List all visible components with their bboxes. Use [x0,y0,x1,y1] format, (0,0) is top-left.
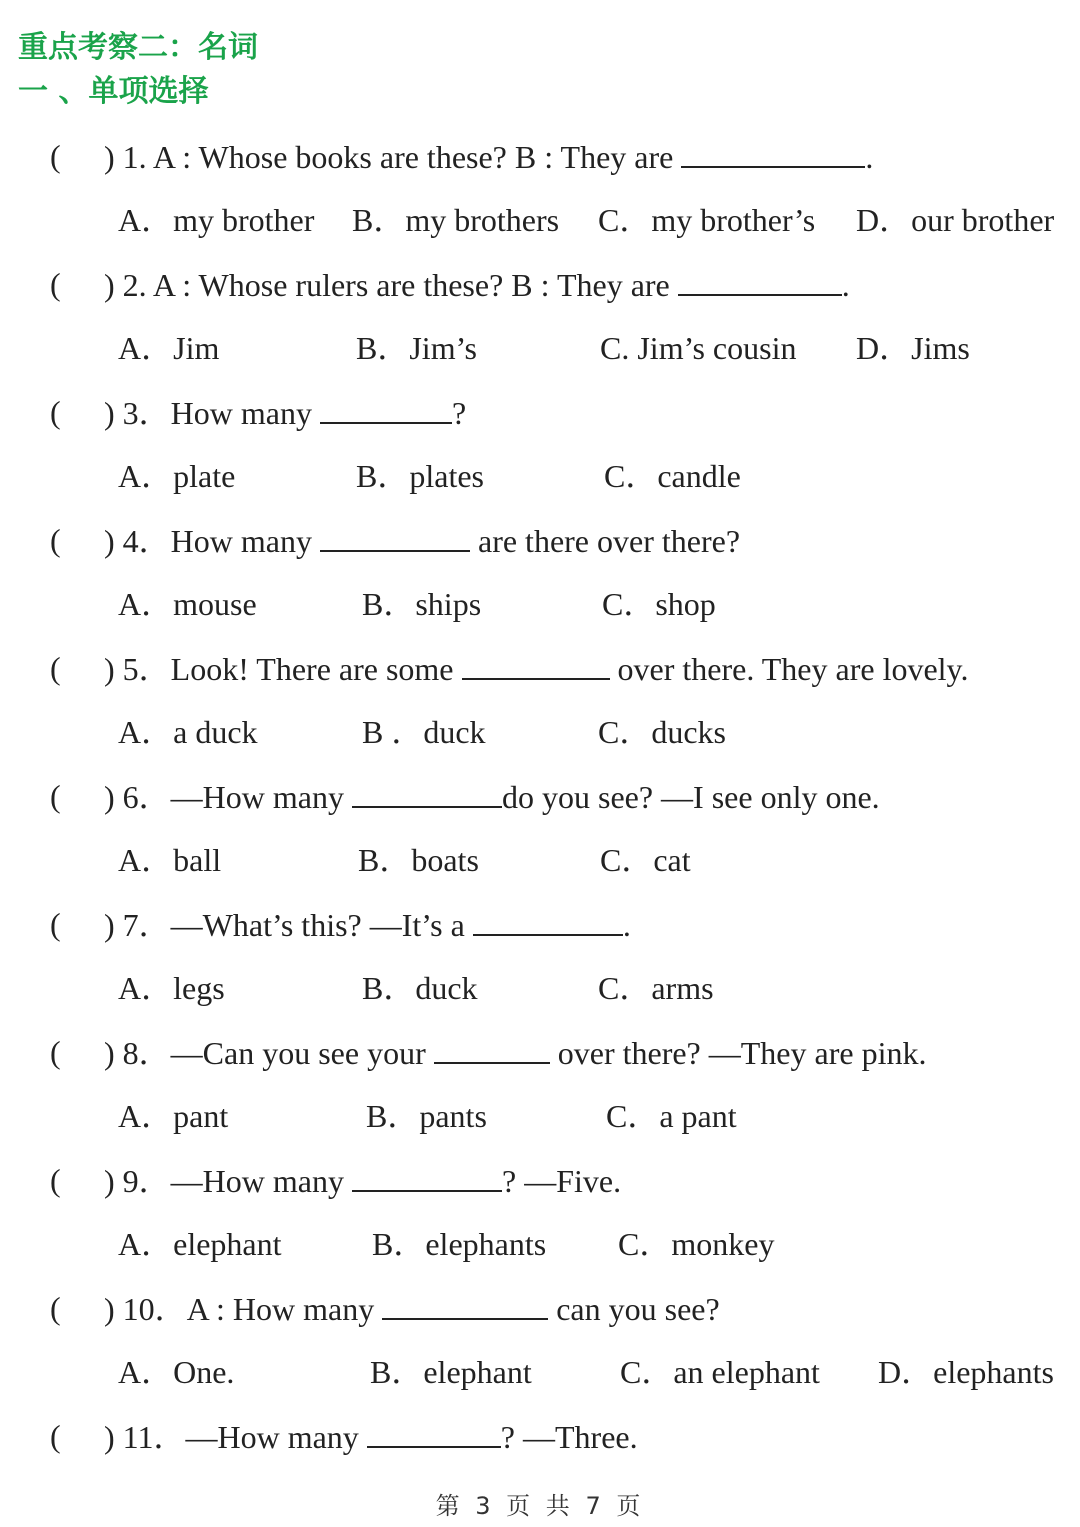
options-2 [0,328,1080,368]
question-stem-end: . [841,267,850,303]
question-stem-end: over there? —They are pink. [557,1035,927,1071]
option-a: A．mouse [118,586,257,622]
options-1 [0,200,1080,240]
option-c: C．monkey [618,1226,775,1262]
option-a: A．plate [118,458,236,494]
answer-paren: ( [50,778,61,814]
answer-blank [320,392,452,424]
question-7 [0,904,1080,944]
option-a: A．a duck [118,714,258,750]
question-stem: ) 10．A : How many [104,1291,375,1327]
answer-paren: ( [50,1034,61,1070]
options-10 [0,1352,1080,1392]
option-a: A．legs [118,970,225,1006]
options-9 [0,1224,1080,1264]
option-c: C．cat [600,842,691,878]
answer-paren: ( [50,138,61,174]
answer-paren: ( [50,1162,61,1198]
answer-paren: ( [50,1290,61,1326]
question-10 [0,1288,1080,1328]
question-stem: ) 11．—How many [104,1419,359,1455]
options-6 [0,840,1080,880]
answer-blank [367,1416,501,1448]
option-c: C．arms [598,970,714,1006]
question-stem: ) 3．How many [104,395,312,431]
option-b: B．Jim’s [356,330,477,366]
question-stem-end: over there. They are lovely. [617,651,969,687]
question-5 [0,648,1080,688]
question-stem: ) 2. A : Whose rulers are these? B : They are [104,267,670,303]
question-11 [0,1416,1080,1456]
options-7 [0,968,1080,1008]
question-stem: ) 6．—How many [104,779,344,815]
question-6 [0,776,1080,816]
question-stem: ) 5．Look! There are some [104,651,454,687]
options-8 [0,1096,1080,1136]
answer-blank [352,776,502,808]
option-a: A．elephant [118,1226,282,1262]
option-a: A．One. [118,1354,235,1390]
answer-paren: ( [50,266,61,302]
option-d: D．elephants [878,1354,1054,1390]
question-stem: ) 4．How many [104,523,312,559]
option-a: A．Jim [118,330,220,366]
question-stem-end: do you see? —I see only one. [501,779,880,815]
question-9 [0,1160,1080,1200]
option-c: C．an elephant [620,1354,820,1390]
question-3 [0,392,1080,432]
question-stem-end: ? —Five. [501,1163,622,1199]
option-b: B ．duck [362,714,486,750]
question-stem-end: . [622,907,631,943]
option-b: B．elephant [370,1354,532,1390]
question-stem: ) 1. A : Whose books are these? B : They are [104,139,674,175]
question-stem: ) 7．—What’s this? —It’s a [104,907,465,943]
option-a: A．ball [118,842,222,878]
option-d: D．our brother [856,202,1055,238]
section-subtitle: 一 、单项选择 [18,74,209,109]
option-b: B．duck [362,970,478,1006]
answer-blank [462,648,610,680]
section-title: 重点考察二：名词 [18,30,258,65]
answer-paren: ( [50,650,61,686]
answer-blank [382,1288,548,1320]
option-d: D．Jims [856,330,970,366]
option-b: B．elephants [372,1226,547,1262]
option-c: C．my brother’s [598,202,816,238]
option-c: C．candle [604,458,741,494]
option-b: B．ships [362,586,482,622]
answer-paren: ( [50,906,61,942]
page-number: 第 3 页 共 7 页 [435,1492,645,1520]
question-stem-end: are there over there? [477,523,741,559]
options-3 [0,456,1080,496]
question-1 [0,136,1080,176]
answer-blank [473,904,623,936]
question-stem-end: can you see? [556,1291,720,1327]
question-stem: ) 9．—How many [104,1163,344,1199]
options-4 [0,584,1080,624]
answer-blank [678,264,842,296]
option-b: B．boats [358,842,479,878]
question-stem-end: ? [451,395,467,431]
question-stem-end: ? —Three. [500,1419,638,1455]
answer-paren: ( [50,394,61,430]
answer-blank [320,520,470,552]
option-b: B．pants [366,1098,487,1134]
option-b: B．plates [356,458,484,494]
options-5 [0,712,1080,752]
option-c: C. Jim’s cousin [600,330,797,366]
option-c: C．a pant [606,1098,737,1134]
question-4 [0,520,1080,560]
answer-blank [681,136,865,168]
option-b: B．my brothers [352,202,560,238]
option-c: C．shop [602,586,716,622]
answer-paren: ( [50,1418,61,1454]
question-stem-end: . [865,139,874,175]
question-8 [0,1032,1080,1072]
option-a: A．pant [118,1098,229,1134]
question-stem: ) 8．—Can you see your [104,1035,426,1071]
answer-paren: ( [50,522,61,558]
question-2 [0,264,1080,304]
option-c: C．ducks [598,714,727,750]
option-a: A．my brother [118,202,315,238]
answer-blank [352,1160,502,1192]
answer-blank [434,1032,550,1064]
